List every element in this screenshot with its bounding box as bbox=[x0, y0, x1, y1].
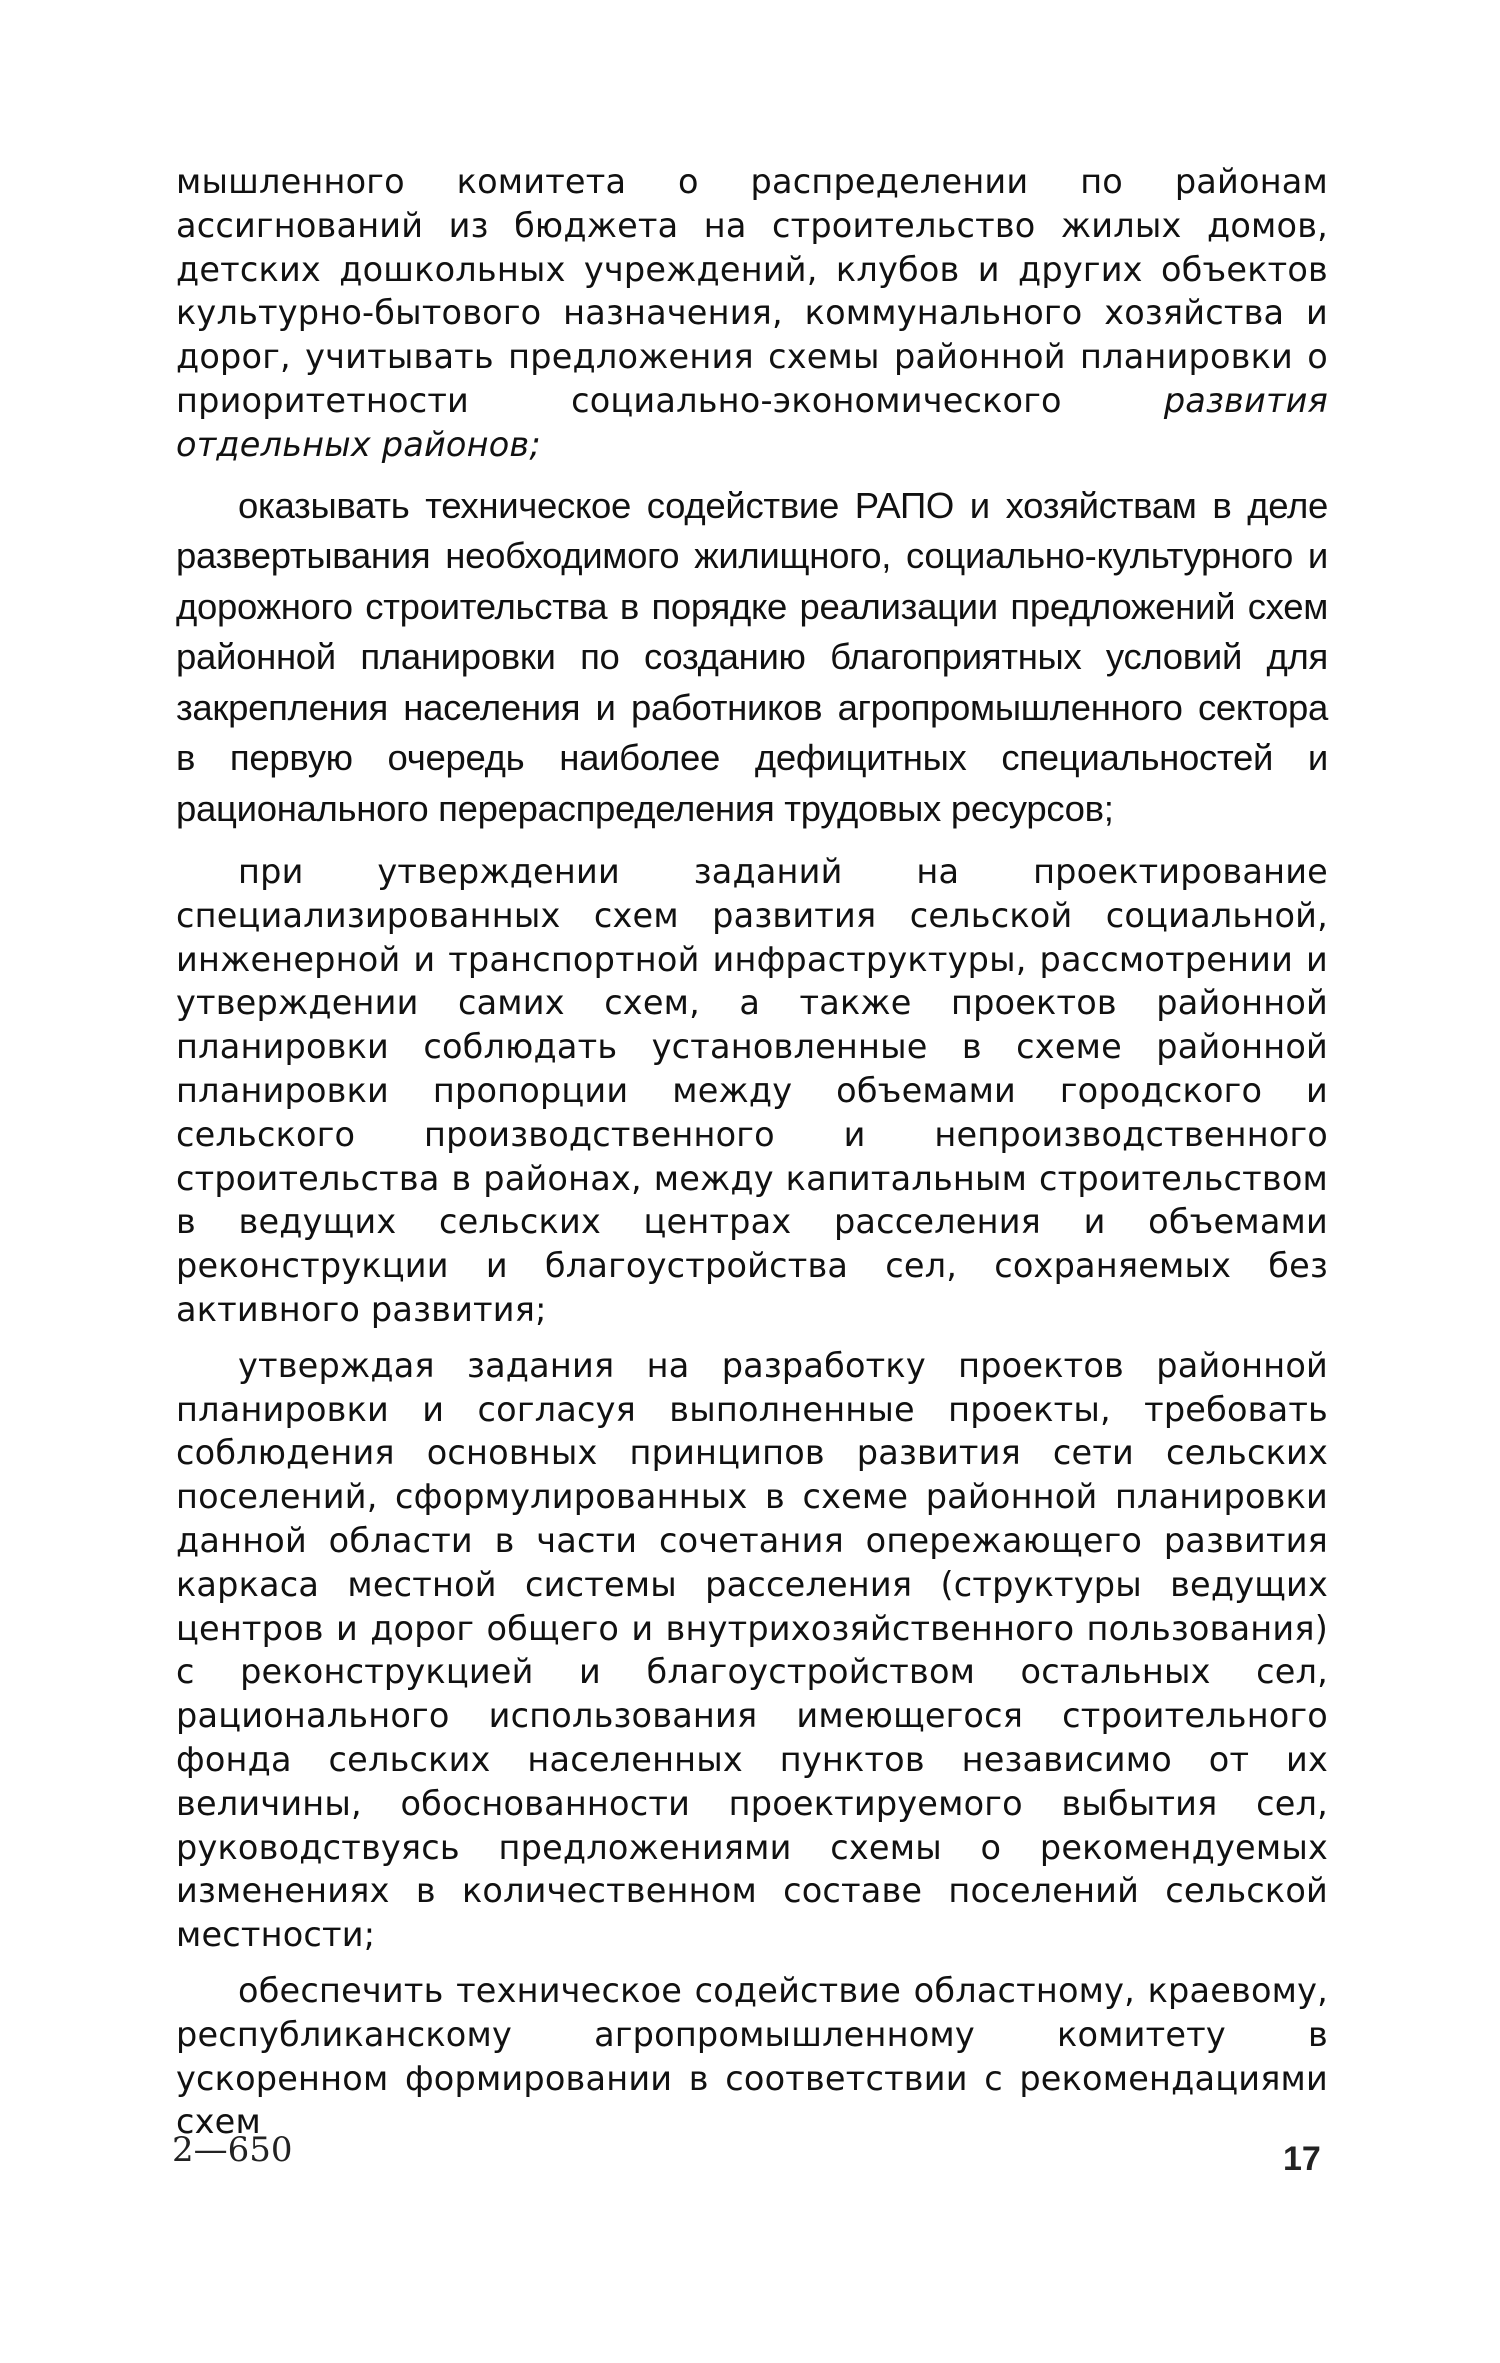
paragraph-1 bbox=[176, 160, 1328, 467]
paragraph-1-text: мышленного комитета о распределении по районам ассигнований из бюджета на строительство жилых домов, детских дошкольных учреждений, клубов и других объектов культурно-бытового назначения, коммунального хозяйства и дорог, учитывать предложения схемы районной планировки о приоритетности социально-экономического bbox=[176, 162, 1328, 420]
page-number: 17 bbox=[1283, 2140, 1321, 2178]
paragraph-2: оказывать техническое содействие РАПО и хозяйствам в деле развертывания необходимого жилищного, социально-культурного и дорожного строительства в порядке реализации предложений схем районной планировки по созданию благоприятных условий для закрепления населения и работников агропромышленного сектора в первую очередь наиболее дефицитных специальностей и рационального перераспределения трудовых ресурсов; bbox=[176, 484, 1328, 829]
body-text bbox=[176, 160, 1328, 2144]
paragraph-5: обеспечить техническое содействие областному, краевому, республиканскому агропромышленному комитету в ускоренном формировании в соответствии с рекомендациями схем bbox=[176, 1971, 1328, 2142]
signature-mark: 2—650 bbox=[172, 2130, 293, 2170]
paragraph-4: утверждая задания на разработку проектов районной планировки и согласуя выполненные проекты, требовать соблюдения основных принципов развития сети сельских поселений, сформулированных в схеме районной планировки данной области в части сочетания опережающего развития каркаса местной системы расселения (структуры ведущих центров и дорог общего и внутрихозяйственного пользования) с реконструкцией и благоустройством остальных сел, рационального использования имеющегося строительного фонда сельских населенных пунктов независимо от их величины, обоснованности проектируемого выбытия сел, руководствуясь предложениями схемы о рекомендуемых изменениях в количественном составе поселений сельской местности; bbox=[176, 1345, 1328, 1955]
paragraph-3: при утверждении заданий на проектирование специализированных схем развития сельской социальной, инженерной и транспортной инфраструктуры, рассмотрении и утверждении самих схем, а также проектов районной планировки соблюдать установленные в схеме районной планировки пропорции между объемами городского и сельского производственного и непроизводственного строительства в районах, между капитальным строительством в ведущих сельских центрах расселения и объемами реконструкции и благоустройства сел, сохраняемых без активного развития; bbox=[176, 852, 1328, 1330]
paragraph-1-italic: развития отдельных районов; bbox=[176, 380, 1328, 464]
